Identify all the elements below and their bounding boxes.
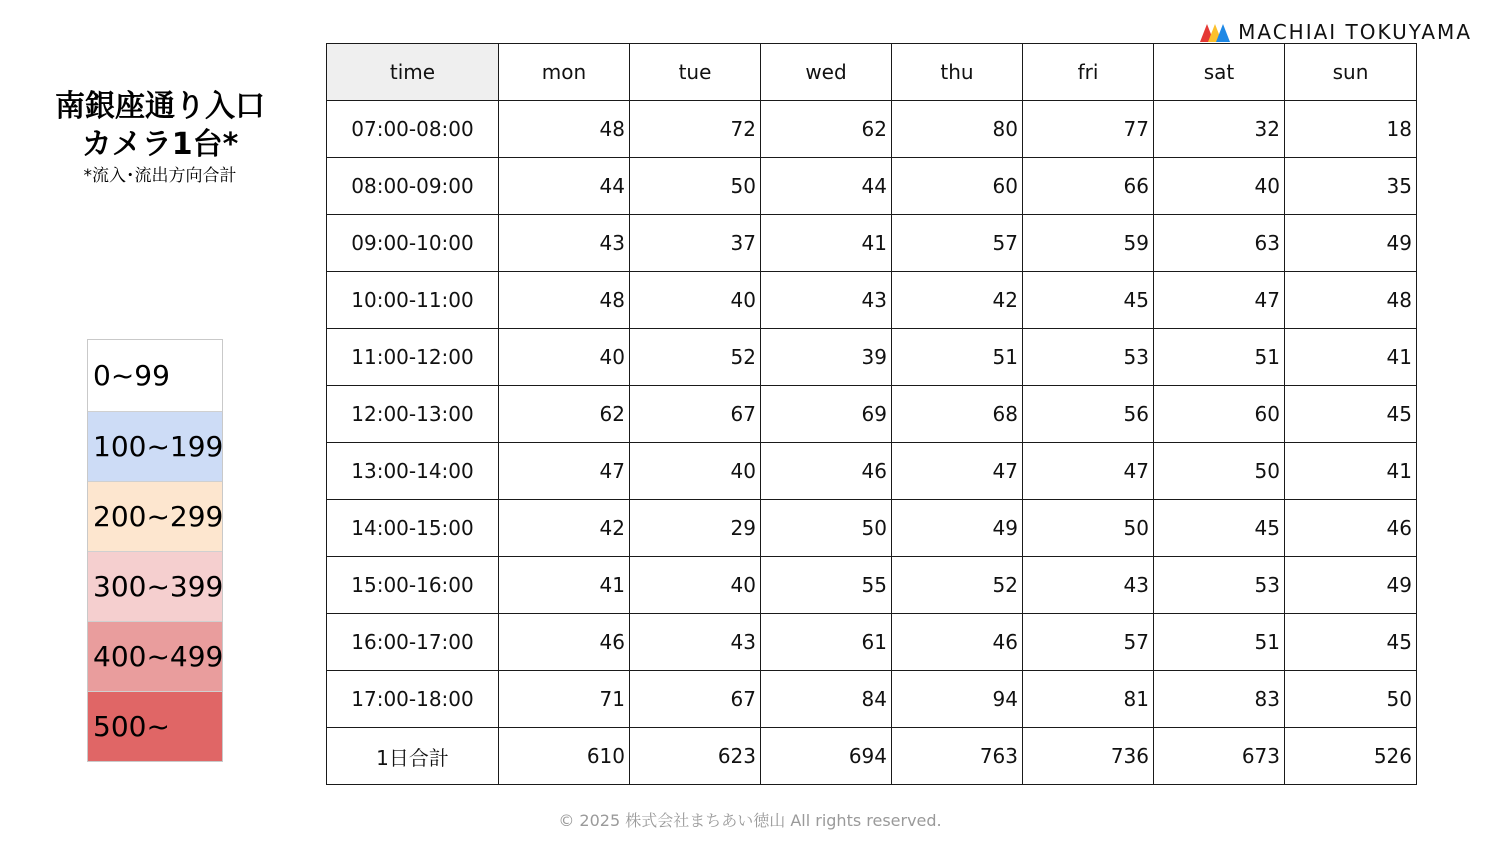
value-cell: 61 <box>761 614 892 671</box>
total-cell: 736 <box>1023 728 1154 785</box>
title-block <box>30 88 290 188</box>
value-cell: 94 <box>892 671 1023 728</box>
value-cell: 63 <box>1154 215 1285 272</box>
value-cell: 47 <box>1023 443 1154 500</box>
value-cell: 53 <box>1154 557 1285 614</box>
value-cell: 40 <box>630 557 761 614</box>
value-cell: 49 <box>1285 215 1417 272</box>
total-cell: 623 <box>630 728 761 785</box>
value-cell: 45 <box>1285 614 1417 671</box>
value-cell: 44 <box>761 158 892 215</box>
total-cell: 694 <box>761 728 892 785</box>
value-cell: 45 <box>1285 386 1417 443</box>
value-cell: 41 <box>499 557 630 614</box>
traffic-table <box>326 43 1417 785</box>
value-cell: 41 <box>761 215 892 272</box>
value-cell: 51 <box>1154 614 1285 671</box>
value-cell: 60 <box>892 158 1023 215</box>
value-cell: 48 <box>1285 272 1417 329</box>
value-cell: 72 <box>630 101 761 158</box>
total-cell: 610 <box>499 728 630 785</box>
total-cell: 526 <box>1285 728 1417 785</box>
value-cell: 52 <box>630 329 761 386</box>
value-cell: 49 <box>892 500 1023 557</box>
value-cell: 50 <box>761 500 892 557</box>
value-cell: 67 <box>630 386 761 443</box>
tricolor-mountain-logo-icon <box>1200 22 1230 42</box>
value-cell: 44 <box>499 158 630 215</box>
time-cell: 15:00-16:00 <box>327 557 499 614</box>
time-cell: 13:00-14:00 <box>327 443 499 500</box>
total-cell: 673 <box>1154 728 1285 785</box>
value-cell: 56 <box>1023 386 1154 443</box>
time-cell: 17:00-18:00 <box>327 671 499 728</box>
value-cell: 57 <box>892 215 1023 272</box>
value-cell: 62 <box>499 386 630 443</box>
value-cell: 46 <box>1285 500 1417 557</box>
value-cell: 35 <box>1285 158 1417 215</box>
value-cell: 52 <box>892 557 1023 614</box>
table-row <box>327 101 1417 158</box>
time-cell: 14:00-15:00 <box>327 500 499 557</box>
value-cell: 37 <box>630 215 761 272</box>
total-label: 1日合計 <box>327 728 499 785</box>
legend-item: 100~199 <box>88 411 222 481</box>
value-cell: 48 <box>499 101 630 158</box>
page-subtitle: カメラ1台* <box>81 127 239 162</box>
brand-logo <box>1200 20 1472 44</box>
value-cell: 48 <box>499 272 630 329</box>
header-wed: wed <box>761 44 892 101</box>
value-cell: 50 <box>630 158 761 215</box>
value-cell: 42 <box>892 272 1023 329</box>
value-cell: 43 <box>1023 557 1154 614</box>
time-cell: 09:00-10:00 <box>327 215 499 272</box>
value-cell: 50 <box>1285 671 1417 728</box>
time-cell: 08:00-09:00 <box>327 158 499 215</box>
page-title: 南銀座通り入口 <box>55 89 265 124</box>
value-cell: 49 <box>1285 557 1417 614</box>
time-cell: 07:00-08:00 <box>327 101 499 158</box>
table-row <box>327 614 1417 671</box>
legend-item: 0~99 <box>88 340 222 411</box>
value-cell: 59 <box>1023 215 1154 272</box>
header-time: time <box>327 44 499 101</box>
table-row <box>327 329 1417 386</box>
value-cell: 41 <box>1285 443 1417 500</box>
value-cell: 46 <box>499 614 630 671</box>
value-cell: 45 <box>1023 272 1154 329</box>
header-thu: thu <box>892 44 1023 101</box>
value-cell: 43 <box>630 614 761 671</box>
value-cell: 80 <box>892 101 1023 158</box>
value-cell: 47 <box>892 443 1023 500</box>
table-row <box>327 272 1417 329</box>
value-cell: 42 <box>499 500 630 557</box>
value-cell: 68 <box>892 386 1023 443</box>
table-header-row <box>327 44 1417 101</box>
table-row <box>327 557 1417 614</box>
value-cell: 18 <box>1285 101 1417 158</box>
color-legend <box>87 339 223 762</box>
time-cell: 12:00-13:00 <box>327 386 499 443</box>
legend-item: 200~299 <box>88 481 222 551</box>
table-row <box>327 215 1417 272</box>
value-cell: 46 <box>892 614 1023 671</box>
value-cell: 57 <box>1023 614 1154 671</box>
value-cell: 53 <box>1023 329 1154 386</box>
value-cell: 51 <box>1154 329 1285 386</box>
value-cell: 67 <box>630 671 761 728</box>
legend-item: 300~399 <box>88 551 222 621</box>
table-row <box>327 158 1417 215</box>
value-cell: 62 <box>761 101 892 158</box>
value-cell: 81 <box>1023 671 1154 728</box>
value-cell: 69 <box>761 386 892 443</box>
table-body <box>327 101 1417 785</box>
value-cell: 77 <box>1023 101 1154 158</box>
value-cell: 60 <box>1154 386 1285 443</box>
value-cell: 40 <box>630 272 761 329</box>
value-cell: 66 <box>1023 158 1154 215</box>
total-cell: 763 <box>892 728 1023 785</box>
value-cell: 50 <box>1023 500 1154 557</box>
value-cell: 47 <box>499 443 630 500</box>
header-sat: sat <box>1154 44 1285 101</box>
legend-item: 500~ <box>88 691 222 761</box>
value-cell: 55 <box>761 557 892 614</box>
value-cell: 43 <box>761 272 892 329</box>
value-cell: 40 <box>630 443 761 500</box>
total-row <box>327 728 1417 785</box>
table-row <box>327 386 1417 443</box>
table-row <box>327 500 1417 557</box>
table-row <box>327 671 1417 728</box>
value-cell: 84 <box>761 671 892 728</box>
value-cell: 47 <box>1154 272 1285 329</box>
time-cell: 16:00-17:00 <box>327 614 499 671</box>
legend-item: 400~499 <box>88 621 222 691</box>
value-cell: 71 <box>499 671 630 728</box>
value-cell: 41 <box>1285 329 1417 386</box>
header-mon: mon <box>499 44 630 101</box>
time-cell: 11:00-12:00 <box>327 329 499 386</box>
time-cell: 10:00-11:00 <box>327 272 499 329</box>
table-row <box>327 443 1417 500</box>
header-fri: fri <box>1023 44 1154 101</box>
value-cell: 43 <box>499 215 630 272</box>
value-cell: 29 <box>630 500 761 557</box>
value-cell: 51 <box>892 329 1023 386</box>
value-cell: 45 <box>1154 500 1285 557</box>
value-cell: 46 <box>761 443 892 500</box>
header-tue: tue <box>630 44 761 101</box>
value-cell: 40 <box>499 329 630 386</box>
value-cell: 40 <box>1154 158 1285 215</box>
brand-name: MACHIAI TOKUYAMA <box>1238 20 1472 44</box>
value-cell: 83 <box>1154 671 1285 728</box>
title-note: *流入･流出方向合計 <box>83 166 237 186</box>
copyright-footer: © 2025 株式会社まちあい徳山 All rights reserved. <box>558 811 942 830</box>
value-cell: 50 <box>1154 443 1285 500</box>
header-sun: sun <box>1285 44 1417 101</box>
value-cell: 39 <box>761 329 892 386</box>
value-cell: 32 <box>1154 101 1285 158</box>
